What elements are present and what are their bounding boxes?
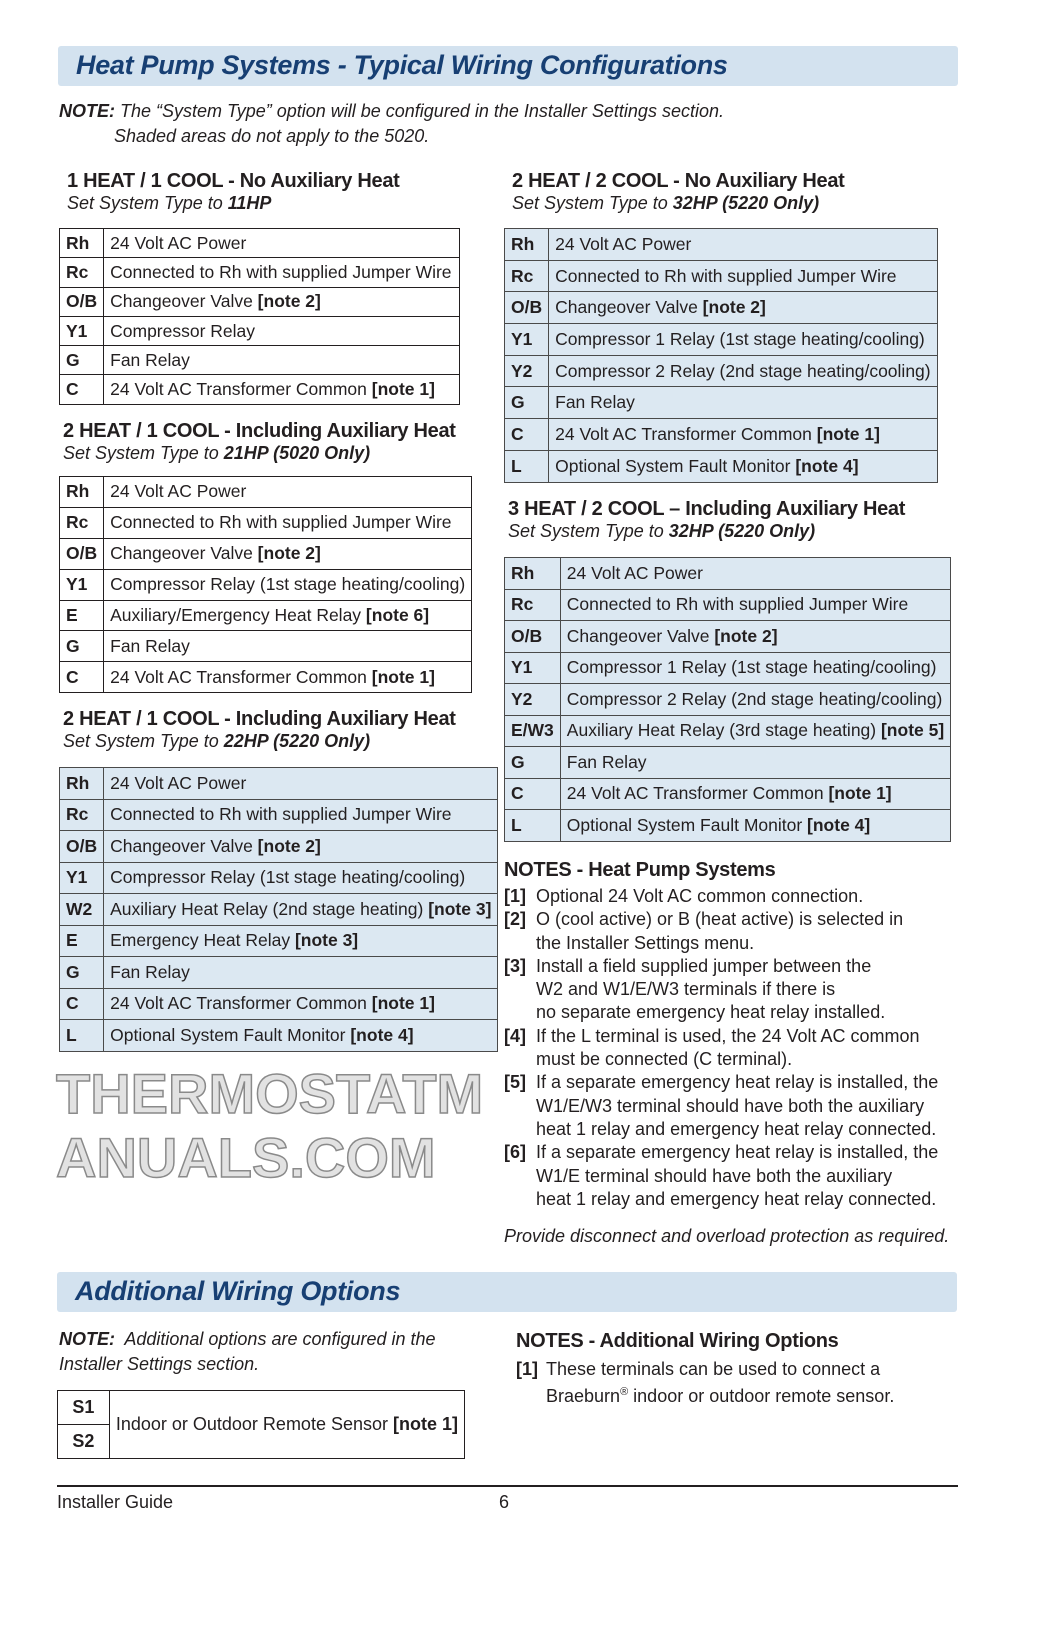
note-ref: [note 4] <box>350 1024 414 1045</box>
terminal-label: L <box>505 810 561 842</box>
description-text: Connected to Rh with supplied Jumper Wire <box>110 804 452 825</box>
note-line: O (cool active) or B (heat active) is selected in <box>536 909 904 930</box>
description-text: Connected to Rh with supplied Jumper Wire <box>555 265 897 286</box>
note-ref: [note 1] <box>393 1414 458 1434</box>
terminal-label: O/B <box>60 287 104 316</box>
description-text: Fan Relay <box>110 635 190 656</box>
terminal-label: E <box>60 925 104 957</box>
terminal-description <box>560 810 950 842</box>
note-line: Install a field supplied jumper between the <box>536 955 872 976</box>
terminal-label: G <box>505 747 561 779</box>
terminal-description <box>104 258 460 287</box>
table-heading-block <box>508 498 905 542</box>
section-title: Heat Pump Systems - Typical Wiring Configurations <box>76 50 728 80</box>
table-row <box>505 324 938 356</box>
table-row <box>505 229 938 261</box>
terminal-description <box>549 419 937 451</box>
terminal-description <box>104 346 460 375</box>
terminal-description <box>560 621 950 653</box>
table-heading-block <box>63 708 456 752</box>
note-line: the Installer Settings menu. <box>536 932 755 953</box>
sensor-table <box>57 1390 465 1459</box>
hp-notes-heading: NOTES - Heat Pump Systems <box>504 859 776 881</box>
terminal-description <box>560 652 950 684</box>
description-text: Connected to Rh with supplied Jumper Wire <box>566 594 909 615</box>
instruction-text: Set System Type to <box>63 731 224 751</box>
description-text: Auxiliary Heat Relay (2nd stage heating) <box>110 898 429 919</box>
description-text: Connected to Rh with supplied Jumper Wire <box>110 512 452 533</box>
note-line: heat 1 relay and emergency heat relay connected. <box>536 1188 937 1209</box>
description-text: Auxiliary Heat Relay (3rd stage heating) <box>566 720 881 741</box>
note-number: [1] <box>516 1359 538 1379</box>
additional-note <box>59 1327 436 1377</box>
config-heading: 3 HEAT / 2 COOL – Including Auxiliary Heat <box>508 498 906 520</box>
wiring-table <box>504 228 938 483</box>
note-ref: [note 4] <box>795 455 859 476</box>
description-text: 24 Volt AC Transformer Common <box>566 783 829 804</box>
description-text: Auxiliary/Emergency Heat Relay <box>110 605 366 625</box>
terminal-label: Y1 <box>60 569 104 600</box>
table-row <box>60 538 472 569</box>
watermark: THERMOSTATMANUALS.COM <box>56 1062 484 1189</box>
note-line: must be connected (C terminal). <box>536 1049 793 1070</box>
terminal-description <box>104 375 460 404</box>
note-number: [4] <box>504 1025 526 1046</box>
terminal-label: G <box>505 387 549 419</box>
terminal-label: O/B <box>505 292 549 324</box>
table-row <box>60 287 460 316</box>
description-text: Compressor 1 Relay (1st stage heating/cooling) <box>566 657 937 678</box>
terminal-description <box>104 316 460 345</box>
section-header-heat-pump <box>58 46 958 86</box>
table-row <box>505 778 951 810</box>
note-ref: [note 4] <box>807 814 871 835</box>
terminal-label: C <box>60 662 104 693</box>
table-row <box>60 569 472 600</box>
table-row <box>505 419 938 451</box>
terminal-label: Rc <box>60 507 104 538</box>
system-type-instruction <box>63 443 456 464</box>
table-row <box>505 621 951 653</box>
system-type-value: 11HP <box>227 193 272 213</box>
description-text: Compressor 2 Relay (2nd stage heating/cooling) <box>555 360 931 381</box>
table-row <box>60 957 498 989</box>
terminal-label: Rh <box>505 229 549 261</box>
footer-label: Installer Guide <box>57 1492 174 1512</box>
note-line: The “System Type” option will be configured in the Installer Settings section. <box>120 101 724 121</box>
wiring-table <box>59 228 460 405</box>
config-heading: 2 HEAT / 2 COOL - No Auxiliary Heat <box>512 170 845 192</box>
note-line: W1/E terminal should have both the auxiliary <box>536 1165 893 1186</box>
table-row <box>60 600 472 631</box>
terminal-label: G <box>60 957 104 989</box>
table-heading-block <box>67 170 400 214</box>
description-text: Compressor 1 Relay (1st stage heating/cooling) <box>555 328 925 349</box>
terminal-s2: S2 <box>58 1425 110 1459</box>
terminal-label: G <box>60 631 104 662</box>
note-item <box>504 1071 964 1141</box>
terminal-s1: S1 <box>58 1391 110 1425</box>
additional-notes-list <box>516 1358 946 1409</box>
config-heading: 2 HEAT / 1 COOL - Including Auxiliary Heat <box>63 708 456 730</box>
terminal-description <box>104 925 498 957</box>
terminal-label: L <box>505 450 549 482</box>
sensor-description <box>109 1391 464 1459</box>
terminal-description <box>104 477 472 508</box>
section-title: Additional Wiring Options <box>75 1276 401 1306</box>
description-text: 24 Volt AC Power <box>555 233 692 254</box>
table-heading-block <box>63 420 456 464</box>
table-row <box>505 558 951 590</box>
table-row <box>60 799 498 831</box>
description-text: Changeover Valve <box>110 291 258 312</box>
note-line: Installer Settings section. <box>59 1354 260 1374</box>
note-line: If the L terminal is used, the 24 Volt AC common <box>536 1025 920 1046</box>
terminal-description <box>549 292 937 324</box>
terminal-label: Rc <box>60 258 104 287</box>
description-text: Fan Relay <box>110 349 190 370</box>
terminal-label: Rc <box>505 260 549 292</box>
note-label: NOTE: <box>59 1329 115 1349</box>
terminal-description <box>104 287 460 316</box>
table-row <box>60 375 460 404</box>
description-text: Changeover Valve <box>110 835 258 856</box>
terminal-description <box>104 538 472 569</box>
note-number: [2] <box>504 909 526 930</box>
note-number: [3] <box>504 955 526 976</box>
terminal-description <box>104 768 498 800</box>
note-item <box>504 1025 964 1072</box>
description-text: 24 Volt AC Power <box>110 772 247 793</box>
terminal-label: O/B <box>60 831 104 863</box>
terminal-description <box>549 450 937 482</box>
note-line: Shaded areas do not apply to the 5020. <box>114 126 430 146</box>
description-text: 24 Volt AC Transformer Common <box>110 993 372 1014</box>
description-text: Compressor Relay (1st stage heating/cooling) <box>110 574 466 595</box>
table-row <box>505 355 938 387</box>
terminal-description <box>104 799 498 831</box>
note-item <box>504 908 964 955</box>
table-row <box>60 768 498 800</box>
table-row <box>505 387 938 419</box>
note-ref: [note 3] <box>294 930 359 951</box>
description-text: Changeover Valve <box>110 543 258 564</box>
note-item <box>504 955 964 1025</box>
hp-notes-list <box>504 885 964 1211</box>
terminal-description <box>549 229 937 261</box>
note-ref: [note 1] <box>828 783 892 804</box>
table-row <box>60 862 498 894</box>
terminal-label: E <box>60 600 104 631</box>
description-text: 24 Volt AC Transformer Common <box>555 423 817 444</box>
terminal-description <box>104 229 460 258</box>
terminal-label: Rh <box>60 477 104 508</box>
table-row <box>60 894 498 926</box>
description-text: 24 Volt AC Power <box>110 481 247 502</box>
note-line: W2 and W1/E/W3 terminals if there is <box>536 979 836 1000</box>
table-row <box>60 346 460 375</box>
protection-note: Provide disconnect and overload protection as required. <box>504 1226 950 1246</box>
note-line: W1/E/W3 terminal should have both the auxiliary <box>536 1095 925 1116</box>
wiring-table <box>59 476 472 693</box>
system-type-instruction <box>63 731 456 752</box>
note-ref: [note 1] <box>371 379 435 400</box>
terminal-description <box>560 589 950 621</box>
section-header-additional <box>57 1272 957 1312</box>
table-row <box>505 715 951 747</box>
description-text: Fan Relay <box>555 392 635 413</box>
terminal-label: Rc <box>60 799 104 831</box>
description-text: Connected to Rh with supplied Jumper Wire <box>110 261 452 282</box>
terminal-label: Y1 <box>60 862 104 894</box>
terminal-description <box>560 778 950 810</box>
terminal-description <box>104 988 498 1020</box>
system-type-value: 32HP (5220 Only) <box>668 521 816 541</box>
table-row <box>60 507 472 538</box>
terminal-description <box>549 260 937 292</box>
footer-divider <box>57 1485 958 1487</box>
terminal-label: C <box>505 419 549 451</box>
terminal-label: Y2 <box>505 684 561 716</box>
terminal-description <box>560 558 950 590</box>
table-row <box>60 258 460 287</box>
note-number: [1] <box>504 886 526 906</box>
table-row <box>505 450 938 482</box>
terminal-description <box>104 631 472 662</box>
note-number: [5] <box>504 1072 526 1093</box>
terminal-label: C <box>505 778 561 810</box>
table-row <box>505 260 938 292</box>
page-number: 6 <box>499 1492 510 1512</box>
note-item <box>504 885 964 908</box>
note-ref: [note 5] <box>880 720 945 741</box>
table-row <box>60 316 460 345</box>
terminal-label: Rc <box>505 589 561 621</box>
terminal-description <box>560 715 950 747</box>
table-row <box>60 1020 498 1052</box>
note-ref: [note 2] <box>702 297 766 318</box>
terminal-description <box>104 662 472 693</box>
note-ref: [note 2] <box>714 625 778 646</box>
config-heading: 2 HEAT / 1 COOL - Including Auxiliary Heat <box>63 420 456 442</box>
system-type-note <box>59 99 724 149</box>
terminal-description <box>104 569 472 600</box>
description-text: Compressor Relay <box>110 320 256 341</box>
note-line: If a separate emergency heat relay is installed, the <box>536 1142 939 1163</box>
note-line: These terminals can be used to connect a <box>546 1359 881 1379</box>
table-row <box>60 631 472 662</box>
system-type-value: 21HP (5020 Only) <box>223 443 371 463</box>
terminal-label: Rh <box>60 768 104 800</box>
terminal-description <box>104 507 472 538</box>
terminal-label: L <box>60 1020 104 1052</box>
note-ref: [note 2] <box>257 835 321 856</box>
note-line: Additional options are configured in the <box>124 1329 436 1349</box>
terminal-label: G <box>60 346 104 375</box>
registered-mark: ® <box>620 1386 629 1399</box>
description-text: Indoor or Outdoor Remote Sensor <box>115 1414 393 1434</box>
note-ref: [note 3] <box>428 898 492 919</box>
terminal-description <box>549 324 937 356</box>
system-type-value: 32HP (5220 Only) <box>672 193 820 213</box>
note-ref: [note 1] <box>371 993 435 1014</box>
table-row <box>60 229 460 258</box>
terminal-label: Y1 <box>505 652 561 684</box>
description-text: Fan Relay <box>566 751 647 772</box>
description-text: Optional System Fault Monitor <box>110 1024 351 1045</box>
terminal-description <box>560 684 950 716</box>
note-line: heat 1 relay and emergency heat relay connected. <box>536 1118 937 1139</box>
description-text: 24 Volt AC Transformer Common <box>110 379 372 400</box>
note-line: If a separate emergency heat relay is installed, the <box>536 1072 939 1093</box>
table-row <box>505 652 951 684</box>
terminal-description <box>560 747 950 779</box>
terminal-label: O/B <box>505 621 561 653</box>
note-ref: [note 1] <box>816 423 880 444</box>
description-text: Compressor 2 Relay (2nd stage heating/cooling) <box>566 688 943 709</box>
description-text: Fan Relay <box>110 961 190 982</box>
terminal-description <box>104 600 472 631</box>
note-line: Optional 24 Volt AC common connection. <box>536 886 864 906</box>
instruction-text: Set System Type to <box>63 443 224 463</box>
terminal-description <box>104 862 498 894</box>
wiring-table <box>504 557 951 842</box>
terminal-label: Y1 <box>60 316 104 345</box>
terminal-label: W2 <box>60 894 104 926</box>
system-type-value: 22HP (5220 Only) <box>223 731 371 751</box>
config-heading: 1 HEAT / 1 COOL - No Auxiliary Heat <box>67 170 400 192</box>
terminal-description <box>549 355 937 387</box>
terminal-label: O/B <box>60 538 104 569</box>
note-ref: [note 6] <box>365 605 430 625</box>
terminal-label: C <box>60 988 104 1020</box>
note-label: NOTE: <box>59 101 115 121</box>
table-row <box>60 988 498 1020</box>
description-text: 24 Volt AC Power <box>110 232 247 253</box>
system-type-instruction <box>512 193 845 214</box>
description-text: Emergency Heat Relay <box>110 930 295 951</box>
terminal-description <box>549 387 937 419</box>
terminal-label: Rh <box>60 229 104 258</box>
description-text: 24 Volt AC Power <box>566 562 703 583</box>
table-row <box>505 292 938 324</box>
table-row <box>60 662 472 693</box>
terminal-label: Rh <box>505 558 561 590</box>
instruction-text: Set System Type to <box>512 193 673 213</box>
note-line: no separate emergency heat relay installed. <box>536 1002 886 1023</box>
table-heading-block <box>512 170 845 214</box>
terminal-label: Y2 <box>505 355 549 387</box>
terminal-description <box>104 1020 498 1052</box>
terminal-label: E/W3 <box>505 715 561 747</box>
description-text: Changeover Valve <box>555 297 703 318</box>
system-type-instruction <box>508 521 905 542</box>
note-ref: [note 2] <box>257 543 321 564</box>
description-text: Changeover Valve <box>566 625 715 646</box>
terminal-description <box>104 894 498 926</box>
terminal-description <box>104 957 498 989</box>
wiring-table <box>59 767 498 1052</box>
additional-notes-heading: NOTES - Additional Wiring Options <box>516 1330 839 1352</box>
table-row <box>505 747 951 779</box>
instruction-text: Set System Type to <box>508 521 669 541</box>
instruction-text: Set System Type to <box>67 193 228 213</box>
note-item <box>516 1358 946 1409</box>
note-ref: [note 2] <box>257 291 321 312</box>
note-item <box>504 1141 964 1211</box>
note-line: Braeburn <box>546 1386 621 1407</box>
table-row <box>505 810 951 842</box>
note-line: indoor or outdoor remote sensor. <box>628 1386 895 1407</box>
system-type-instruction <box>67 193 400 214</box>
table-row <box>60 831 498 863</box>
terminal-label: Y1 <box>505 324 549 356</box>
description-text: Compressor Relay (1st stage heating/cooling) <box>110 867 466 888</box>
note-ref: [note 1] <box>371 666 435 687</box>
table-row <box>505 684 951 716</box>
table-row <box>505 589 951 621</box>
table-row <box>60 925 498 957</box>
description-text: 24 Volt AC Transformer Common <box>110 666 372 687</box>
note-number: [6] <box>504 1142 526 1163</box>
terminal-label: C <box>60 375 104 404</box>
description-text: Optional System Fault Monitor <box>566 814 808 835</box>
description-text: Optional System Fault Monitor <box>555 455 796 476</box>
table-row <box>60 477 472 508</box>
terminal-description <box>104 831 498 863</box>
